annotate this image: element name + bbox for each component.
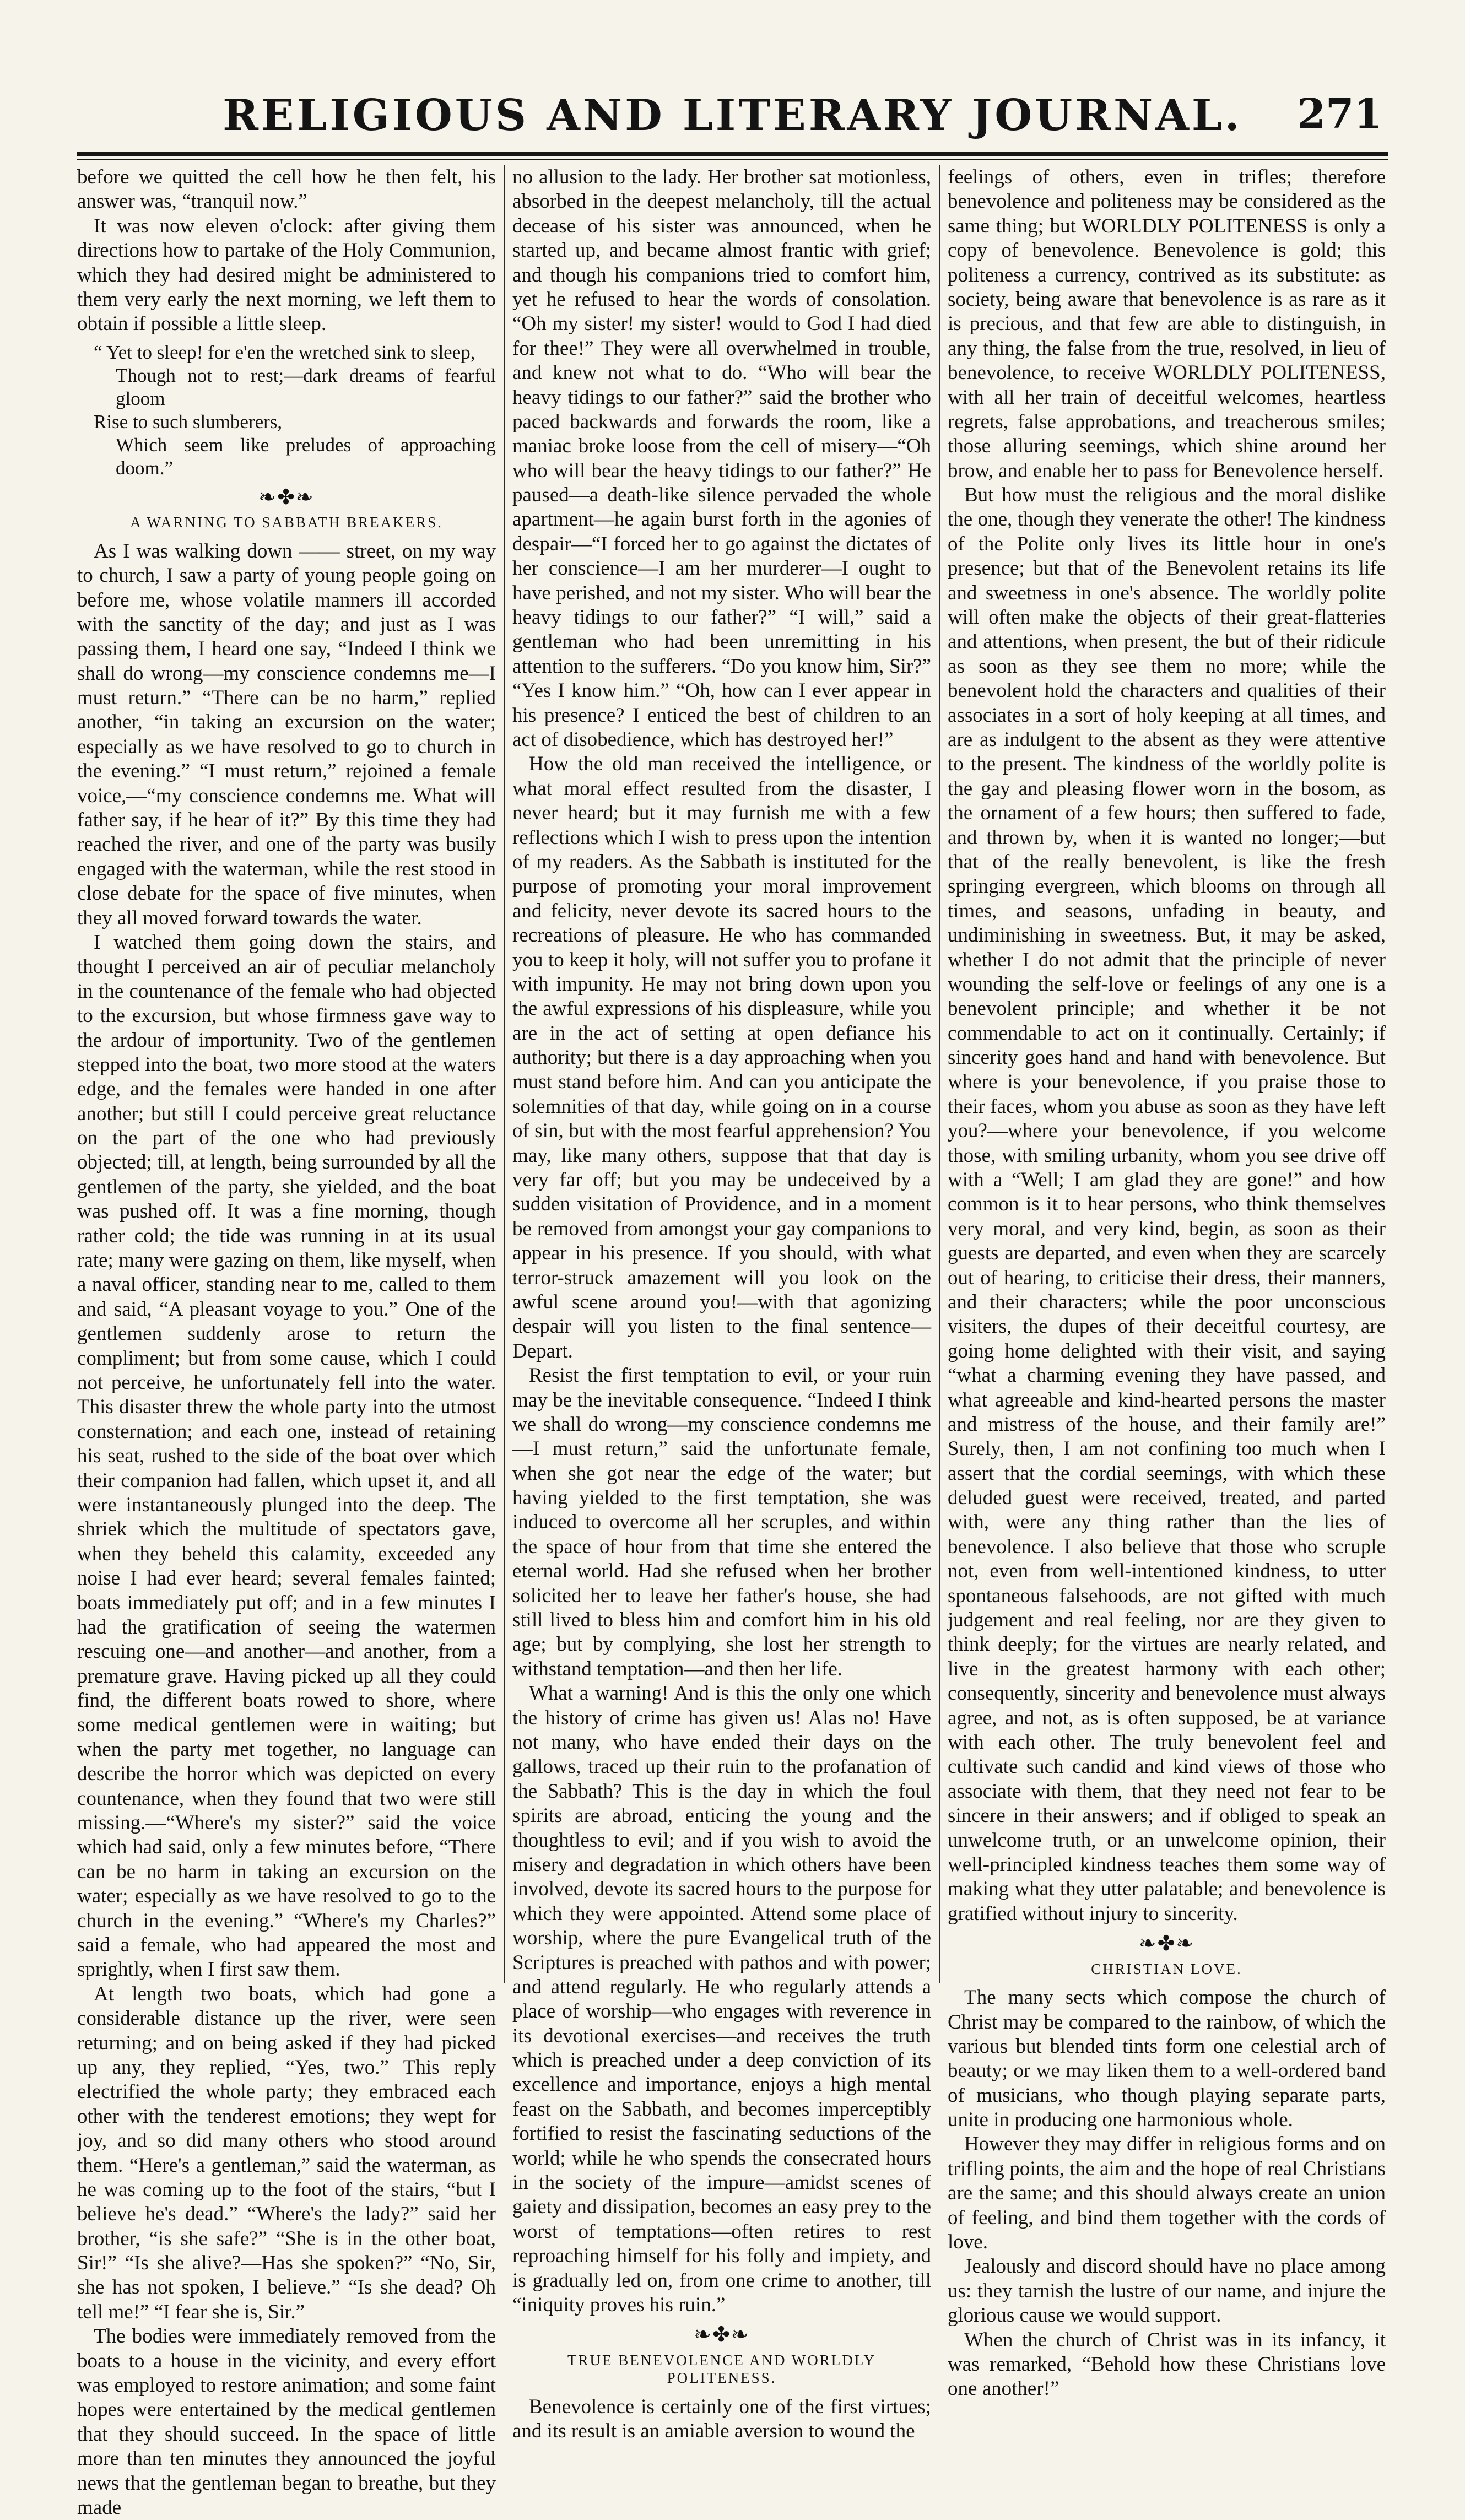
verse-line: “ Yet to sleep! for e'en the wretched sink to sleep, (94, 341, 475, 363)
paragraph: When the church of Christ was in its infancy, it was remarked, “Behold how these Christians love one another!” (948, 2328, 1386, 2400)
paragraph: Benevolence is certainly one of the first virtues; and its result is an amiable aversion to wound the (512, 2395, 931, 2443)
paragraph: At length two boats, which had gone a considerable distance up the river, were seen returning; and on being asked if they had picked up any, they replied, “Yes, two.” This reply electrified the whole party; they embraced each other with the tenderest emotions; they wept for joy, and so did many others who stood around them. “Here's a gentleman,” said the waterman, as he was coming up to the foot of the stairs, “but I believe he's dead.” “Where's the lady?” said her brother, “is she safe?” “She is in the other boat, Sir!” “Is she alive?—Has she spoken?” “No, Sir, she has not spoken, I believe.” “Is she dead? Oh tell me!” “I fear she is, Sir.” (77, 1982, 496, 2323)
section-ornament: ❧✤❧ (1138, 1932, 1195, 1956)
column-3 (948, 165, 1386, 2400)
header-rule-thin (77, 159, 1388, 160)
paragraph: But how must the religious and the moral dislike the one, though they venerate the other! The kindness of the Polite only lives its little hour in one's presence; but that of the Benevolent retains its life and sweetness in one's absence. The worldly polite will often make the objects of their great-flatteries and attentions, when present, the but of their ridicule as soon as they see them no more; while the benevolent hold the characters and qualities of their associates in a sort of holy keeping at all times, and are as indulgent to the absent as they were attentive to the present. The kindness of the worldly polite is the gay and pleasing flower worn in the bosom, as the ornament of a few hours; then suffered to fade, and thrown by, when it is wanted no longer;—but that of the really benevolent, is like the fresh springing evergreen, which blooms on through all times, and seasons, unfading in beauty, and undiminishing in sweetness. But, it may be asked, whether I do not admit that the principle of never wounding the self-love or feelings of any one is a benevolent principle; and whether it be not commendable to act on it continually. Certainly; if sincerity goes hand and hand with benevolence. But where is your benevolence, if you praise those to their faces, whom you abuse as soon as they have left you?—where your benevolence, if you welcome those, with smiling urbanity, whom you see drive off with a “Well; I am glad they are gone!” and how common is it to hear persons, who think themselves very moral, and very kind, begin, as soon as their guests are departed, and even when they are scarcely out of hearing, to criticise their dress, their manners, and their characters; while the poor unconscious visiters, the dupes of their deceitful courtesy, are going home delighted with their visit, and saying “what a charming evening they have passed, and what agreeable and kind-hearted persons the master and mistress of the house, and their family are!” Surely, then, I am not confining too much when I assert that the cordial seemings, with which these deluded guest were received, treated, and parted with, were any thing rather than the lies of benevolence. I also believe that those who scruple not, even from well-intentioned kindness, to utter spontaneous falsehoods, are not gifted with much judgement and real feeling, nor are they given to think deeply; for the virtues are nearly related, and live in the greatest harmony with each other; consequently, sincerity and benevolence must always agree, and not, as is often supposed, be at variance with each other. The truly benevolent feel and cultivate such candid and kind views of those who associate with them, that they need not fear to be sincere in their answers; and if obliged to speak an unwelcome truth, or an unwelcome opinion, their well-principled kindness teaches them some way of making what they utter palatable; and benevolence is gratified without injury to sincerity. (948, 484, 1386, 1925)
header-rule-thick (77, 152, 1388, 156)
verse-line: Rise to such slumberers, (94, 410, 283, 432)
section-ornament: ❧✤❧ (694, 2323, 750, 2347)
paragraph: Resist the first temptation to evil, or your ruin may be the inevitable consequence. “Indeed I think we shall do wrong—my conscience condemns me—I must return,” said the unfortunate female, when she got near the edge of the water; but having yielded to the first temptation, she was induced to overcome all her scruples, and within the space of hour from that time she entered the eternal world. Had she refused when her brother solicited her to leave her father's house, she had still lived to bless him and comfort him in his old age; but by complying, she lost her strength to withstand temptation—and then her life. (512, 1364, 931, 1680)
paragraph: The bodies were immediately removed from the boats to a house in the vicinity, and every effort was employed to restore animation; and some faint hopes were entertained by the medical gentlemen that they should succeed. In the space of little more than ten minutes they announced the joyful news that the gentleman began to breathe, but they made (77, 2325, 496, 2519)
paragraph: How the old man received the intelligence, or what moral effect resulted from the disaster, I never heard; but it may furnish me with a few reflections which I wish to press upon the intention of my readers. As the Sabbath is instituted for the purpose of promoting your moral improvement and felicity, never devote its sacred hours to the recreations of pleasure. He who has commanded you to keep it holy, will not suffer you to profane it with impunity. He may not bring down upon you the awful expressions of his displeasure, while you are in the act of setting at open defiance his authority; but there is a day approaching when you must stand before him. And can you anticipate the solemnities of that day, while going on in a course of sin, but with the most fearful apprehension? You may, like many others, suppose that that day is very far off; but you may be undeceived by a sudden visitation of Providence, and in a moment be removed from amongst your gay companions to appear in his presence. If you should, with what terror-struck amazement will you look on the awful scene around you!—with that agonizing despair will you listen to the final sentence—Depart. (512, 753, 931, 1362)
article-heading: A WARNING TO SABBATH BREAKERS. (130, 514, 443, 531)
paragraph: feelings of others, even in trifles; therefore benevolence and politeness may be considered as the same thing; but WORLDLY POLITENESS is only a copy of benevolence. Benevolence is gold; this politeness a currency, contrived as its substitute: as society, being aware that benevolence is as rare as it is precious, and that few are able to distinguish, in any thing, the false from the true, resolved, in lieu of benevolence, to receive WORLDLY POLITENESS, with all her train of deceitful welcomes, heartless regrets, false approbations, and treacherous smiles; those alluring seemings, which shine around her brow, and enable her to pass for Benevolence herself. (948, 166, 1386, 482)
verse-line: Though not to rest;—dark dreams of fearful gloom (116, 364, 496, 409)
verse-block (94, 341, 496, 480)
paragraph: Jealously and discord should have no place among us: they tarnish the lustre of our name, and injure the glorious cause we would support. (948, 2255, 1386, 2327)
article-heading: CHRISTIAN LOVE. (1091, 1960, 1242, 1977)
verse-line: Which seem like preludes of approaching doom.” (116, 434, 496, 479)
paragraph: no allusion to the lady. Her brother sat motionless, absorbed in the deepest melancholy, till the actual decease of his sister was announced, when he started up, and became almost frantic with grief; and though his companions tried to comfort him, yet he refused to hear the words of consolation. “Oh my sister! my sister! would to God I had died for thee!” They were all overwhelmed in trouble, and knew not what to do. “Who will bear the heavy tidings to our father?” said the brother who paced backwards and forwards the room, like a maniac broke loose from the cell of misery—“Oh who will bear the heavy tidings to our father?” He paused—a death-like silence pervaded the whole apartment—he again burst forth in the agonies of despair—“I forced her to go against the dictates of her conscience—I am her murderer—I ought to have perished, and not my sister. Who will bear the heavy tidings to our father?” “I will,” said a gentleman who had been unremitting in his attention to the sufferers. “Do you know him, Sir?” “Yes I know him.” “Oh, how can I ever appear in his presence? I enticed the best of children to an act of disobedience, which has destroyed her!” (512, 166, 931, 751)
section-ornament: ❧✤❧ (258, 485, 315, 509)
column-2 (512, 165, 931, 2443)
paragraph: As I was walking down —— street, on my way to church, I saw a party of young people going on before me, whose volatile manners ill accorded with the sanctity of the day; and just as I was passing them, I heard one say, “Indeed I think we shall do wrong—my conscience condemns me—I must return.” “There can be no harm,” replied another, “in taking an excursion on the water; especially as we have resolved to go to church in the evening.” “I must return,” rejoined a female voice,—“my conscience condemns me. What will father say, if he hear of it?” By this time they had reached the river, and one of the party was busily engaged with the waterman, while the rest stood in close debate for the space of five minutes, when they all moved forward towards the water. (77, 539, 496, 929)
paragraph: I watched them going down the stairs, and thought I perceived an air of peculiar melancholy in the countenance of the female who had objected to the excursion, but whose firmness gave way to the ardour of importunity. Two of the gentlemen stepped into the boat, two more stood at the waters edge, and the females were handed in one after another; but still I could perceive great reluctance on the part of the one who had previously objected; till, at length, being surrounded by all the gentlemen of the party, she yielded, and the boat was pushed off. It was a fine morning, though rather cold; the tide was running in at its usual rate; many were gazing on them, like myself, when a naval officer, standing near to me, called to them and said, “A pleasant voyage to you.” One of the gentlemen suddenly arose to return the compliment; but from some cause, which I could not perceive, he unfortunately fell into the water. This disaster threw the whole party into the utmost consternation; and each one, instead of retaining his seat, rushed to the side of the boat over which their companion had fallen, which upset it, and all were instantaneously plunged into the deep. The shriek which the multitude of spectators gave, when they beheld this calamity, exceeded any noise I had ever heard; several females fainted; boats immediately put off; and in a few minutes I had the gratification of seeing the watermen rescuing one—and another—and another, from a premature grave. Having picked up all they could find, the different boats rowed to shore, where some medical gentlemen were in waiting; but when the party met together, no language can describe the horror which was depicted on every countenance, when they found that two were still missing.—“Where's my sister?” said the voice which had said, only a few minutes before, “There can be no harm in taking an excursion on the water; especially as we have resolved to go to the church in the evening.” “Where's my Charles?” said a female, who had appeared the most and sprightly, when I first saw them. (77, 931, 496, 1981)
paragraph: before we quitted the cell how he then felt, his answer was, “tranquil now.” (77, 166, 496, 213)
journal-title: RELIGIOUS AND LITERARY JOURNAL. (223, 90, 1242, 140)
paragraph: The many sects which compose the church of Christ may be compared to the rainbow, of which the various but blended tints form one celestial arch of beauty; or we may liken them to a well-ordered band of musicians, who though playing separate parts, unite in producing one harmonious whole. (948, 1986, 1386, 2132)
column-divider-2 (939, 165, 940, 1983)
paragraph: What a warning! And is this the only one which the history of crime has given us! Alas no! Have not many, who have ended their days on the gallows, traced up their ruin to the profanation of the Sabbath? This is the day in which the foul spirits are abroad, enticing the young and the thoughtless to evil; and if you wish to avoid the misery and degradation in which others have been involved, devote its sacred hours to the purpose for which they were appointed. Attend some place of worship, where the pure Evangelical truth of the Scriptures is preached with pathos and with power; and attend regularly. He who regularly attends a place of worship—who engages with reverence in its devotional exercises—and receives the truth which is preached under a deep conviction of its excellence and importance, enjoys a high mental feast on the Sabbath, and becomes imperceptibly fortified to resist the fascinating seductions of the world; while he who spends the consecrated hours in the society of the impure—amidst scenes of gaiety and dissipation, becomes an easy prey to the worst of temptations—often retires to rest reproaching himself for his folly and impiety, and is gradually led on, from one crime to another, till “iniquity proves his ruin.” (512, 1682, 931, 2316)
article-heading: TRUE BENEVOLENCE AND WORLDLY POLITENESS. (567, 2351, 876, 2387)
column-divider-1 (504, 165, 505, 1983)
page-number: 271 (1297, 90, 1382, 138)
masthead (77, 83, 1388, 149)
paragraph: It was now eleven o'clock: after giving them directions how to partake of the Holy Communion, which they had desired might be administered to them very early the next morning, we left them to obtain if possible a little sleep. (77, 214, 496, 336)
paragraph: However they may differ in religious forms and on trifling points, the aim and the hope of real Christians are the same; and this should always create an union of feeling, and bind them together with the cords of love. (948, 2133, 1386, 2254)
column-1 (77, 165, 496, 2519)
